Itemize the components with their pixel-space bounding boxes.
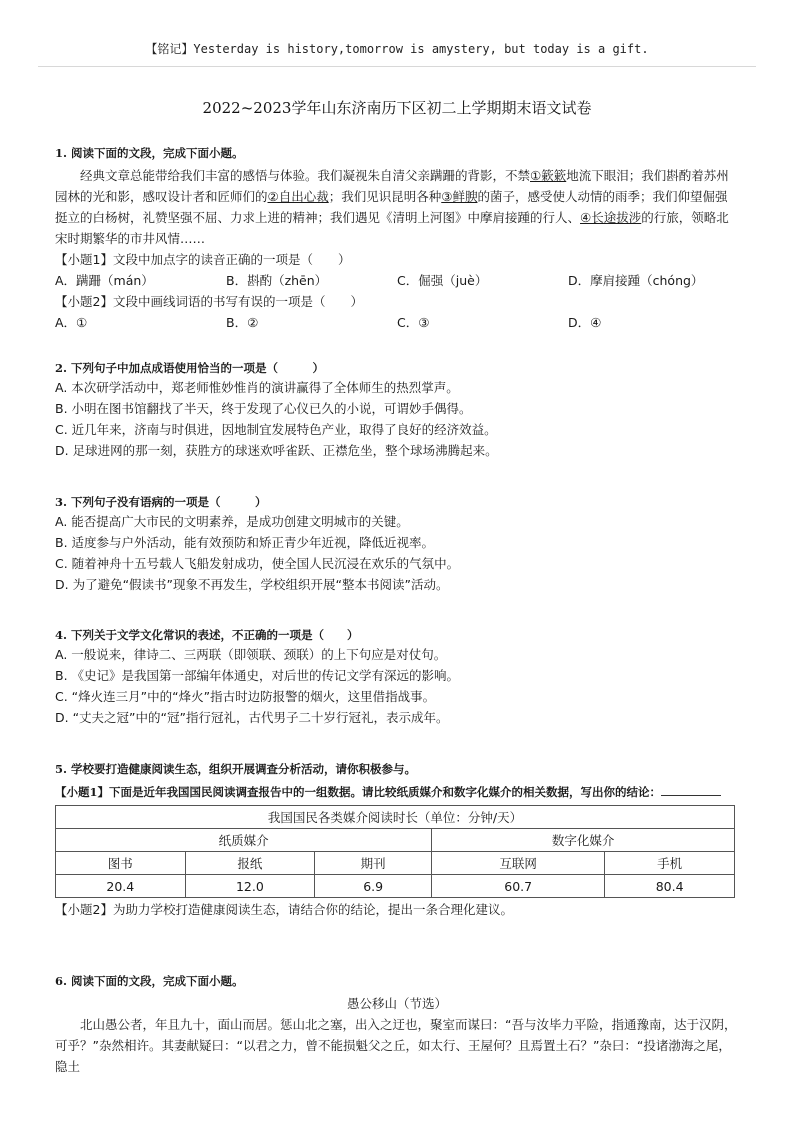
column-header: 期刊 <box>315 852 432 875</box>
question-1 <box>55 144 739 333</box>
options-row <box>55 270 739 291</box>
question-stem: 5. 学校要打造健康阅读生态，组织开展调查分析活动，请你积极参与。 <box>55 762 417 776</box>
option-c[interactable]: C．倔强（juè） <box>397 273 488 288</box>
underlined-word-3: ③鲜腴 <box>441 189 478 204</box>
option-b[interactable]: B．斟酌（zhēn） <box>226 273 328 288</box>
option-a[interactable]: A. 能否提高广大市民的文明素养，是成功创建文明城市的关键。 <box>55 514 409 529</box>
question-stem: 4. 下列关于文学文化常识的表述，不正确的一项是（ ） <box>55 628 359 642</box>
table-row <box>56 875 735 898</box>
question-stem: 3. 下列句子没有语病的一项是（ ） <box>55 495 267 509</box>
option-b[interactable]: B. 《史记》是我国第一部编年体通史，对后世的传记文学有深远的影响。 <box>55 668 460 683</box>
option-c[interactable]: C. 随着神舟十五号载人飞船发射成功，使全国人民沉浸在欢乐的气氛中。 <box>55 556 460 571</box>
underlined-word-1: ①簌簌 <box>530 168 567 183</box>
option-a[interactable]: A．蹒跚（mán） <box>55 273 154 288</box>
option-b[interactable]: B. 小明在图书馆翻找了半天，终于发现了心仪已久的小说，可谓妙手偶得。 <box>55 401 472 416</box>
option-d[interactable]: D. “丈夫之冠”中的“冠”指行冠礼，古代男子二十岁行冠礼，表示成年。 <box>55 710 449 725</box>
question-2 <box>55 359 739 461</box>
column-header: 互联网 <box>432 852 605 875</box>
question-stem: 6. 阅读下面的文段，完成下面小题。 <box>55 974 244 988</box>
group-header-paper: 纸质媒介 <box>56 829 432 852</box>
passage-title: 愚公移山（节选） <box>346 996 447 1011</box>
table-cell: 20.4 <box>56 875 186 898</box>
group-header-digital: 数字化媒介 <box>432 829 735 852</box>
passage: 北山愚公者，年且九十，面山而居。惩山北之塞，出入之迂也，聚室而谋曰：“吾与汝毕力平险，指通豫南，达于汉阴，可乎？”杂然相许。其妻献疑曰：“以君之力，曾不能损魁父之丘，如太行、王屋何？且焉置土石？”杂曰：“投诸渤海之尾，隐土 <box>55 1017 737 1074</box>
option-c[interactable]: C. 近几年来，济南与时俱进，因地制宜发展特色产业，取得了良好的经济效益。 <box>55 422 497 437</box>
table-cell: 12.0 <box>185 875 315 898</box>
table-row <box>56 852 735 875</box>
underlined-word-4: ④长途拔涉 <box>580 210 642 225</box>
option-c[interactable]: C. “烽火连三月”中的“烽火”指古时边防报警的烟火，这里借指战事。 <box>55 689 436 704</box>
column-header: 手机 <box>605 852 735 875</box>
question-stem: 2. 下列句子中加点成语使用恰当的一项是（ ） <box>55 361 325 375</box>
subquestion-2: 【小题2】文段中画线词语的书写有误的一项是（ ） <box>55 294 363 309</box>
option-a[interactable]: A．① <box>55 315 88 330</box>
header-divider <box>38 66 756 67</box>
option-a[interactable]: A. 一般说来，律诗二、三两联（即领联、颈联）的上下句应是对仗句。 <box>55 647 447 662</box>
header-motto: 【铭记】Yesterday is history,tomorrow is amystery, but today is a gift. <box>145 42 649 56</box>
question-6 <box>55 972 739 1077</box>
table-cell: 60.7 <box>432 875 605 898</box>
subquestion-1: 【小题1】下面是近年我国国民阅读调查报告中的一组数据。请比较纸质媒介和数字化媒介的相关数据，写出你的结论： <box>55 782 739 802</box>
question-3 <box>55 493 739 595</box>
option-c[interactable]: C．③ <box>397 315 430 330</box>
option-b[interactable]: B．② <box>226 315 259 330</box>
option-b[interactable]: B. 适度参与户外活动，能有效预防和矫正青少年近视，降低近视率。 <box>55 535 435 550</box>
table-cell: 80.4 <box>605 875 735 898</box>
options-row <box>55 312 739 333</box>
question-stem: 1. 阅读下面的文段，完成下面小题。 <box>55 146 244 160</box>
answer-blank[interactable] <box>661 783 721 796</box>
column-header: 报纸 <box>185 852 315 875</box>
column-header: 图书 <box>56 852 186 875</box>
option-d[interactable]: D. 为了避免“假读书”现象不再发生，学校组织开展“整本书阅读”活动。 <box>55 577 449 592</box>
subquestion-1: 【小题1】文段中加点字的读音正确的一项是（ ） <box>55 252 351 267</box>
passage: 经典文章总能带给我们丰富的感悟与体验。我们凝视朱自清父亲蹒跚的背影，不禁①簌簌地流下眼泪；我们斟酌着苏州园林的光和影，感叹设计者和匠师们的②自出心裁；我们见识昆明各种③鲜腴的菌子，感受使人动情的雨季；我们仰望倔强挺立的白杨树，礼赞坚强不屈、力求上进的精神；我们遇见《清明上河图》中摩肩接踵的行人、④长途拔涉的行旅，领略北宋时期繁华的市井风情…… <box>55 168 729 246</box>
option-d[interactable]: D．摩肩接踵（chóng） <box>568 273 704 288</box>
option-d[interactable]: D．④ <box>568 315 602 330</box>
question-4 <box>55 626 739 728</box>
underlined-word-2: ②自出心裁 <box>267 189 329 204</box>
question-5 <box>55 760 739 920</box>
option-a[interactable]: A. 本次研学活动中，郑老师惟妙惟肖的演讲赢得了全体师生的热烈掌声。 <box>55 380 459 395</box>
option-d[interactable]: D. 足球进网的那一刻，获胜方的球迷欢呼雀跃、正襟危坐，整个球场沸腾起来。 <box>55 443 498 458</box>
table-cell: 6.9 <box>315 875 432 898</box>
page-title: 2022~2023学年山东济南历下区初二上学期期末语文试卷 <box>202 99 592 117</box>
table-caption: 我国国民各类媒介阅读时长（单位：分钟/天） <box>56 806 735 829</box>
subquestion-2: 【小题2】为助力学校打造健康阅读生态，请结合你的结论，提出一条合理化建议。 <box>55 902 513 917</box>
reading-time-table <box>55 805 735 898</box>
